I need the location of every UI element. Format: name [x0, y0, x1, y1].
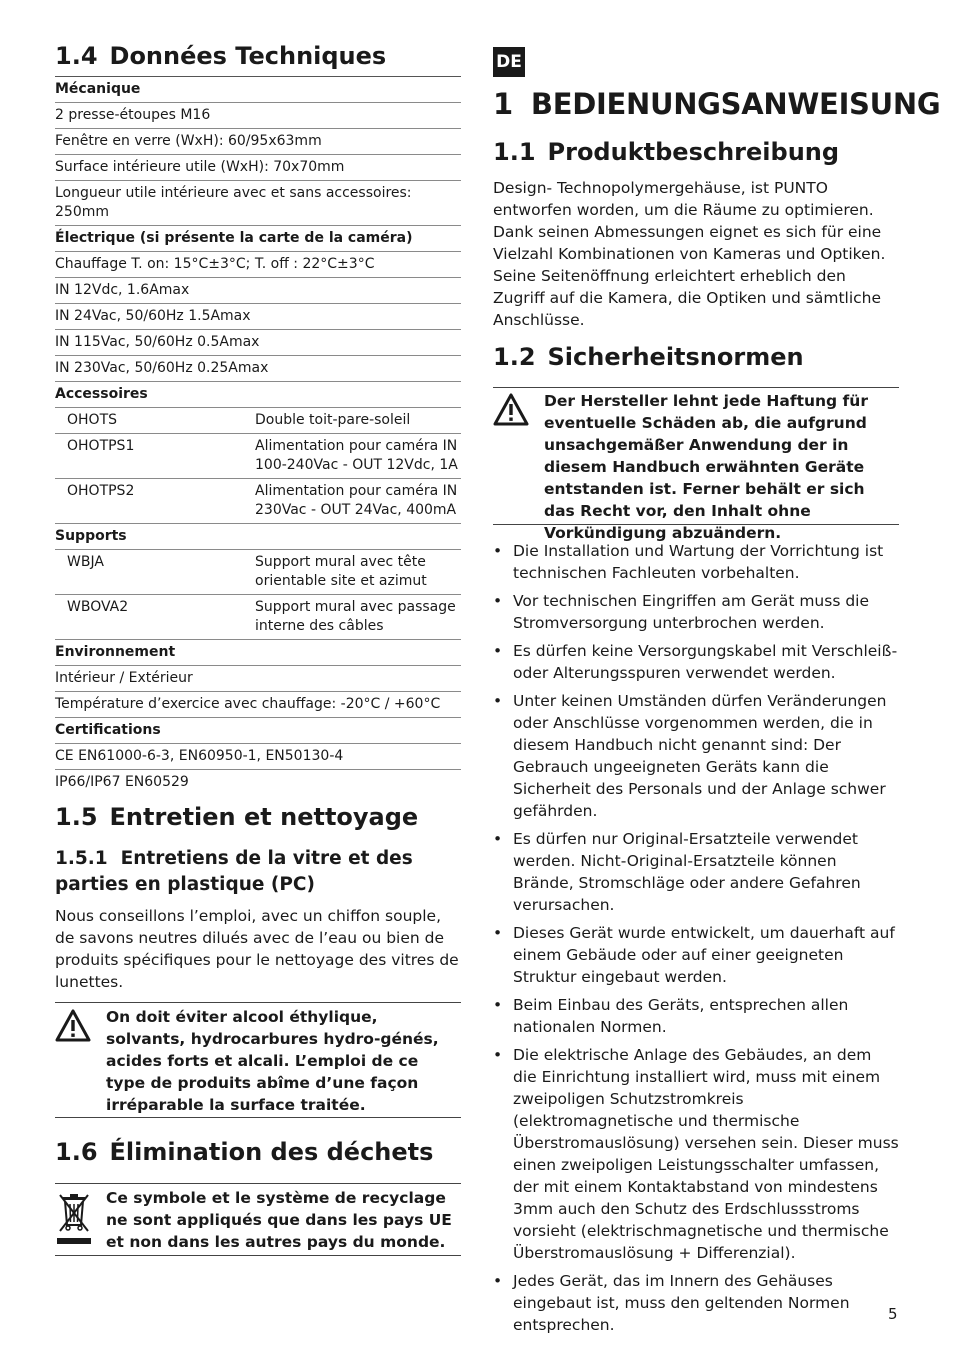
recycling-note-box [55, 1183, 461, 1256]
bullet-marker: • [493, 996, 503, 1014]
section-number: 1.1 [493, 138, 536, 166]
table-group-header: Accessoires [55, 382, 461, 408]
table-row [55, 550, 461, 595]
list-item [493, 828, 899, 916]
warning-text: Der Hersteller lehnt jede Haftung für eventuelle Schäden ab, die aufgrund unsachgemäßer Anwendung der in diesem Handbuch erwähnten Geräte entstanden ist. Ferner behält er sich das Recht vor, den Inhalt ohne Vorkündigung abzuändern. [544, 392, 868, 542]
section-title: Produktbeschreibung [547, 138, 840, 166]
safety-bullet-list [493, 540, 899, 1342]
language-badge: DE [493, 47, 525, 77]
section-number: 1.5.1 [55, 848, 108, 869]
list-item [493, 1044, 899, 1264]
table-row: IN 230Vac, 50/60Hz 0.25Amax [55, 356, 461, 382]
list-item-text: Es dürfen nur Original-Ersatzteile verwendet werden. Nicht-Original-Ersatzteile können Brände, Stromschläge oder andere Gefahren verursachen. [513, 830, 861, 914]
chapter-1-heading [493, 86, 940, 122]
section-1-1-heading [493, 137, 839, 167]
list-item-text: Es dürfen keine Versorgungskabel mit Verschleiß- oder Alterungsspuren verwendet werden. [513, 642, 898, 682]
bullet-marker: • [493, 592, 503, 610]
section-1-5-1-heading [55, 846, 461, 898]
table-row: Surface intérieure utile (WxH): 70x70mm [55, 155, 461, 181]
list-item-text: Die elektrische Anlage des Gebäudes, an dem die Einrichtung installiert wird, muss mit einem zweipoligen Schutzstromkreis (elektromagnetische und thermische Überstromauslösung) versehen sein. Dieser muss einen zweipoligen Leistungsschalter umfassen, der mit einem Kontaktabstand von mindestens 3mm auch den Schutz des Erdschlussstroms vorsieht (elektrischmagnetische und thermische Überstromauslösung + Differenzial). [513, 1046, 899, 1262]
bullet-marker: • [493, 542, 503, 560]
table-group-header: Environnement [55, 640, 461, 666]
section-1-6-heading [55, 1137, 433, 1167]
warning-text: On doit éviter alcool éthylique, solvants, hydrocarbures hydro-génés, acides forts et alcali. L’emploi de ce type de produits abîme d’une façon irréparable la surface traitée. [106, 1008, 439, 1114]
list-item [493, 994, 899, 1038]
accessory-code: OHOTS [67, 412, 118, 428]
section-title: Entretiens de la vitre et des parties en plastique (PC) [55, 848, 413, 895]
section-number: 1.5 [55, 803, 98, 831]
list-item [493, 540, 899, 584]
accessory-code: OHOTPS1 [67, 438, 135, 454]
accessory-code: OHOTPS2 [67, 483, 135, 499]
support-code: WBOVA2 [67, 599, 129, 615]
support-description: Support mural avec tête orientable site et azimut [255, 554, 427, 589]
table-row: Intérieur / Extérieur [55, 666, 461, 692]
technical-data-table [55, 76, 461, 795]
accessory-description: Double toit-pare-soleil [255, 412, 411, 428]
section-number: 1.4 [55, 42, 98, 70]
table-group-header: Supports [55, 524, 461, 550]
list-item [493, 640, 899, 684]
section-title: Élimination des déchets [109, 1138, 434, 1166]
crossed-out-bin-icon [55, 1191, 93, 1251]
section-1-5-heading [55, 802, 418, 832]
table-row: IN 115Vac, 50/60Hz 0.5Amax [55, 330, 461, 356]
bullet-marker: • [493, 692, 503, 710]
product-description-paragraph: Design- Technopolymergehäuse, ist PUNTO entworfen worden, um die Räume zu optimieren. Dank seinen Abmessungen eignet es sich für eine Vielzahl Kombinationen von Kameras und Optiken. Seine Seitenöffnung erleichtert erheblich den Zugriff auf die Kamera, die Optiken und sämtliche Anschlüsse. [493, 179, 886, 329]
warning-box-de [493, 387, 899, 542]
list-item-text: Beim Einbau des Geräts, entsprechen allen nationalen Normen. [513, 996, 849, 1036]
section-1-2-heading [493, 342, 804, 372]
warning-triangle-icon [493, 393, 529, 430]
table-row: Chauffage T. on: 15°C±3°C; T. off : 22°C±3°C [55, 252, 461, 278]
list-item-text: Vor technischen Eingriffen am Gerät muss die Stromversorgung unterbrochen werden. [513, 592, 870, 632]
warning-triangle-icon [55, 1009, 91, 1046]
table-row: IN 24Vac, 50/60Hz 1.5Amax [55, 304, 461, 330]
table-row [55, 434, 461, 479]
support-code: WBJA [67, 554, 104, 570]
bullet-marker: • [493, 1272, 503, 1290]
table-row [55, 595, 461, 640]
chapter-number: 1 [493, 87, 513, 121]
table-group-header: Mécanique [55, 77, 461, 103]
list-item [493, 922, 899, 988]
list-item [493, 690, 899, 822]
section-1-4-heading [55, 41, 386, 71]
accessory-description: Alimentation pour caméra IN 230Vac - OUT 24Vac, 400mA [255, 483, 458, 518]
table-row: IN 12Vdc, 1.6Amax [55, 278, 461, 304]
chapter-title: BEDIENUNGSANWEISUNG [530, 87, 941, 121]
list-item [493, 1270, 899, 1336]
table-row: IP66/IP67 EN60529 [55, 774, 189, 790]
table-row: Longueur utile intérieure avec et sans accessoires: 250mm [55, 181, 461, 226]
warning-box-fr [55, 1002, 461, 1118]
list-item-text: Jedes Gerät, das im Innern des Gehäuses eingebaut ist, muss den geltenden Normen entsprechen. [513, 1272, 850, 1334]
section-title: Entretien et nettoyage [109, 803, 419, 831]
table-group-header: Certifications [55, 718, 461, 744]
support-description: Support mural avec passage interne des câbles [255, 599, 456, 634]
section-number: 1.2 [493, 343, 536, 371]
section-number: 1.6 [55, 1138, 98, 1166]
section-title: Sicherheitsnormen [547, 343, 804, 371]
page-number: 5 [888, 1305, 898, 1323]
list-item-text: Die Installation und Wartung der Vorrichtung ist technischen Fachleuten vorbehalten. [513, 542, 884, 582]
table-row [55, 479, 461, 524]
table-row: CE EN61000-6-3, EN60950-1, EN50130-4 [55, 744, 461, 770]
recycling-note-text: Ce symbole et le système de recyclage ne sont appliqués que dans les pays UE et non dans les autres pays du monde. [106, 1189, 452, 1251]
cleaning-paragraph: Nous conseillons l’emploi, avec un chiffon souple, de savons neutres dilués avec de l’eau ou bien de produits spécifiques pour le nettoyage des vitres de lunettes. [55, 907, 459, 991]
list-item [493, 590, 899, 634]
list-item-text: Unter keinen Umständen dürfen Veränderungen oder Anschlüsse vorgenommen werden, die in diesem Handbuch nicht genannt sind: Der Gebrauch ungeeigneten Geräts kann die Sicherheit des Personals und der Anlage schwer gefährden. [513, 692, 887, 820]
bullet-marker: • [493, 1046, 503, 1064]
table-row [55, 408, 461, 434]
table-group-header: Électrique (si présente la carte de la caméra) [55, 226, 461, 252]
table-row: 2 presse-étoupes M16 [55, 103, 461, 129]
list-item-text: Dieses Gerät wurde entwickelt, um dauerhaft auf einem Gebäude oder auf einer geeigneten Struktur eingebaut werden. [513, 924, 895, 986]
accessory-description: Alimentation pour caméra IN 100-240Vac - OUT 12Vdc, 1A [255, 438, 458, 473]
bullet-marker: • [493, 924, 503, 942]
table-row: Température d’exercice avec chauffage: -20°C / +60°C [55, 692, 461, 718]
bullet-marker: • [493, 830, 503, 848]
section-title: Données Techniques [109, 42, 387, 70]
table-row: Fenêtre en verre (WxH): 60/95x63mm [55, 129, 461, 155]
bullet-marker: • [493, 642, 503, 660]
